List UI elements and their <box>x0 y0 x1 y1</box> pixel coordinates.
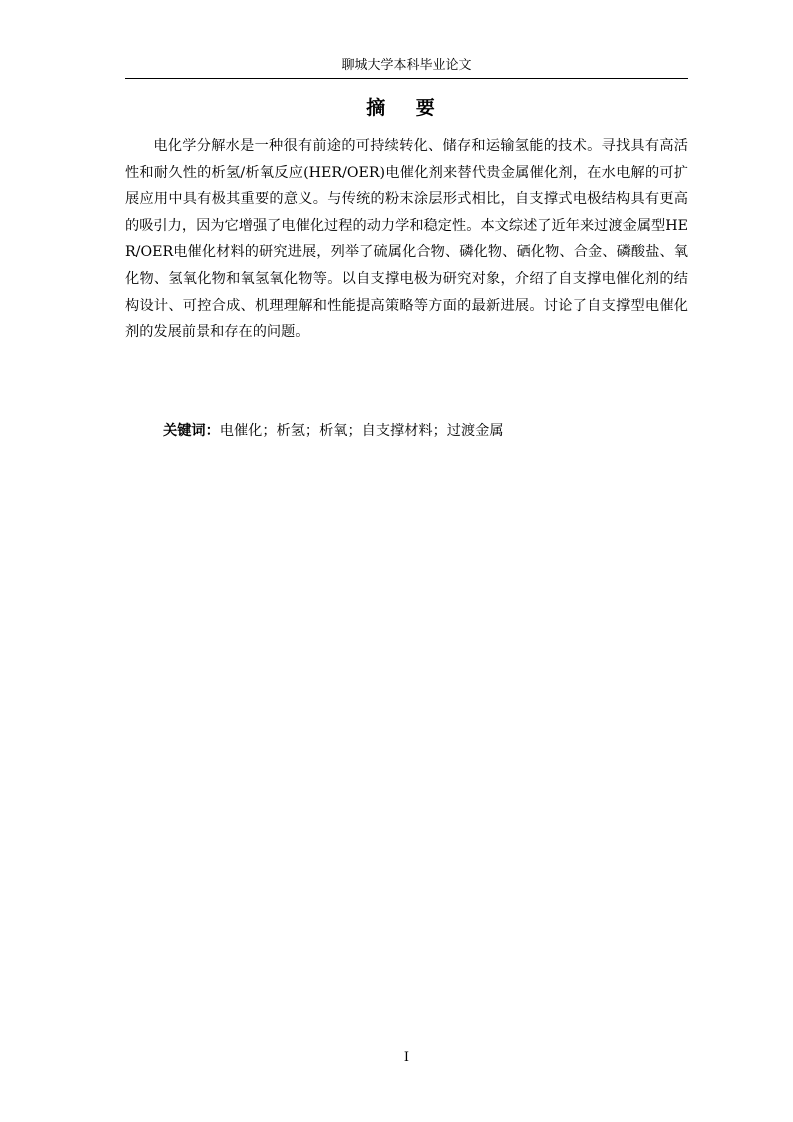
header-divider <box>125 78 688 79</box>
keywords-label: 关键词： <box>163 423 220 439</box>
abstract-body: 电化学分解水是一种很有前途的可持续转化、储存和运输氢能的技术。寻找具有高活性和耐久性的析氢/析氧反应(HER/OER)电催化剂来替代贵金属催化剂，在水电解的可扩展应用中具有极其重要的意义。与传统的粉末涂层形式相比，自支撑式电极结构具有更高的吸引力，因为它增强了电催化过程的动力学和稳定性。本文综述了近年来过渡金属型HER/OER电催化材料的研究进展，列举了硫属化合物、磷化物、硒化物、合金、磷酸盐、氧化物、氢氧化物和氧氢氧化物等。以自支撑电极为研究对象，介绍了自支撑电催化剂的结构设计、可控合成、机理理解和性能提高策略等方面的最新进展。讨论了自支撑型电催化剂的发展前景和存在的问题。 <box>125 138 688 341</box>
keywords-line <box>125 418 688 444</box>
abstract-heading: 摘 要 <box>366 97 447 119</box>
page-number: I <box>403 1050 410 1065</box>
running-header: 聊城大学本科毕业论文 <box>341 58 472 73</box>
keywords-value: 电催化；析氢；析氧；自支撑材料；过渡金属 <box>219 423 504 439</box>
